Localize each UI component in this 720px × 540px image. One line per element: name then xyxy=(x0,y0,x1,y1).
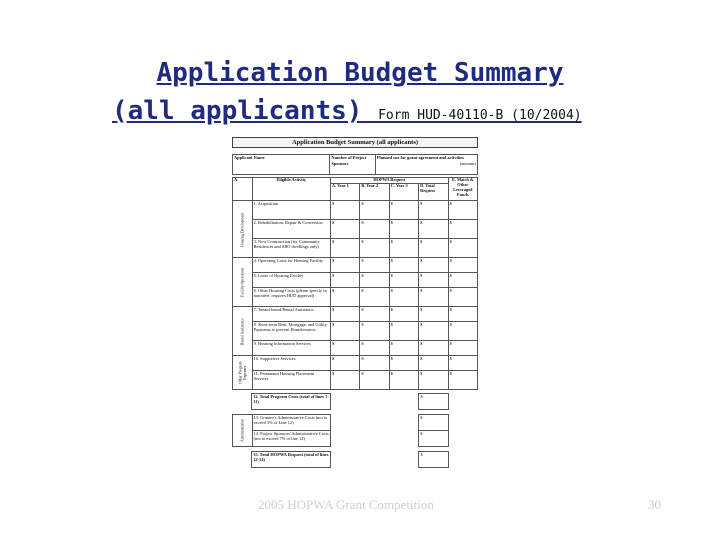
cell-dollar: $ xyxy=(419,307,448,322)
cell-dollar: $ xyxy=(419,356,448,371)
planned-use-label: Planned use for grant agreement and activities xyxy=(376,155,464,161)
form-title: Application Budget Summary (all applicants) xyxy=(232,137,478,148)
row-label: 2. Rehabilitation, Repair & Conversion xyxy=(252,220,330,239)
cell-dollar: $ xyxy=(448,220,477,239)
cell-dollar: $ xyxy=(448,258,477,273)
cell-dollar: $ xyxy=(331,239,360,258)
cell-dollar: $ xyxy=(331,288,360,307)
cell-dollar: $ xyxy=(448,322,477,341)
cell-dollar: $ xyxy=(419,322,448,341)
cell-dollar: $ xyxy=(389,307,418,322)
row-label: 11. Permanent Housing Placement Services xyxy=(252,371,330,390)
col-match-header: E. Match & Other Leveraged Funds xyxy=(448,178,477,201)
form-reference: Form HUD-40110-B (10/2004) xyxy=(378,108,582,123)
cell-dollar: $ xyxy=(419,341,448,356)
col-y2-header: B. Year 2 xyxy=(360,184,389,201)
cell-dollar: $ xyxy=(331,322,360,341)
total-row-label: 12. Total Program Costs (total of lines 1-11) xyxy=(252,394,331,410)
section-administration: Administration xyxy=(233,415,253,447)
col-total-header: D. Total Request xyxy=(419,184,448,201)
row-label: 6. Other Housing Costs (please specify in narrative; requires HUD approval) xyxy=(252,288,330,307)
col-activity-header: Eligible Activity xyxy=(252,178,330,201)
section-housing-development: Housing Development xyxy=(233,201,253,258)
cell-dollar: $ xyxy=(360,201,389,220)
row-label: 3. New Construction (for Community Residences and SRO dwellings only) xyxy=(252,239,330,258)
applicant-name-label: Applicant Name xyxy=(234,155,265,161)
amount-label: (amount) xyxy=(459,160,476,166)
row-label: 1. Acquisition xyxy=(252,201,330,220)
cell-dollar: $ xyxy=(331,273,360,288)
cell-dollar: $ xyxy=(448,201,477,220)
cell-dollar: $ xyxy=(360,371,389,390)
cell-dollar: $ xyxy=(331,307,360,322)
grand-total-label: 15. Total HOPWA Request (total of lines 12-14) xyxy=(252,452,331,468)
cell-dollar: $ xyxy=(448,273,477,288)
cell-dollar: $ xyxy=(419,239,448,258)
cell-dollar: $ xyxy=(448,307,477,322)
row-label: 7. Tenant-based Rental Assistance xyxy=(252,307,330,322)
cell-dollar: $ xyxy=(360,307,389,322)
col-y3-header: C. Year 3 xyxy=(389,184,418,201)
cell-dollar: $ xyxy=(389,201,418,220)
admin-table xyxy=(232,414,478,447)
footer-caption: 2005 HOPWA Grant Competition xyxy=(258,497,434,512)
row-label: 9. Housing Information Services xyxy=(252,341,330,356)
cell-dollar: $ xyxy=(448,341,477,356)
sponsors-label: Number of Project Sponsors xyxy=(331,155,367,166)
grand-total-table xyxy=(232,451,478,468)
cell-dollar: $ xyxy=(331,201,360,220)
subtitle-text: (all applicants) xyxy=(112,96,363,126)
cell-dollar: $ xyxy=(389,371,418,390)
admin-row-label: 14. Project Sponsors' Administrative Costs (not to exceed 7% of line 12) xyxy=(252,431,330,447)
row-label: 5. Lease of Housing Facility xyxy=(252,273,330,288)
cell-dollar: $ xyxy=(419,431,448,447)
col-y1-header: A. Year 1 xyxy=(331,184,360,201)
cell-dollar: $ xyxy=(419,394,449,410)
budget-form-image xyxy=(232,137,478,468)
cell-dollar: $ xyxy=(448,371,477,390)
cell-dollar: $ xyxy=(360,258,389,273)
cell-dollar: $ xyxy=(331,356,360,371)
cell-dollar: $ xyxy=(389,220,418,239)
cell-dollar: $ xyxy=(360,322,389,341)
admin-row-label: 13. Grantee's Administrative Costs (not to exceed 3% of Line 12) xyxy=(252,415,330,431)
cell-dollar: $ xyxy=(419,220,448,239)
cell-dollar: $ xyxy=(419,288,448,307)
section-other-program-expenses: Other Program Expenses xyxy=(233,356,253,390)
cell-dollar: $ xyxy=(419,201,448,220)
cell-dollar: $ xyxy=(360,341,389,356)
col-a-header: A. xyxy=(233,178,253,201)
cell-dollar: $ xyxy=(448,239,477,258)
budget-table xyxy=(232,177,478,390)
section-facility-operations: Facility Operations xyxy=(233,258,253,307)
cell-dollar: $ xyxy=(360,288,389,307)
totals-table xyxy=(232,393,478,410)
col-group-header: HOPWA Request xyxy=(331,178,449,184)
cell-dollar: $ xyxy=(419,273,448,288)
cell-dollar: $ xyxy=(389,288,418,307)
cell-dollar: $ xyxy=(389,341,418,356)
cell-dollar: $ xyxy=(331,341,360,356)
cell-dollar: $ xyxy=(331,371,360,390)
cell-dollar: $ xyxy=(389,239,418,258)
cell-dollar: $ xyxy=(360,239,389,258)
cell-dollar: $ xyxy=(331,258,360,273)
row-label: 4. Operating Costs for Housing Facility xyxy=(252,258,330,273)
cell-dollar: $ xyxy=(360,220,389,239)
row-label: 8. Short-term Rent, Mortgage, and Utility Payments to prevent Homelessness xyxy=(252,322,330,341)
cell-dollar: $ xyxy=(419,258,448,273)
cell-dollar: $ xyxy=(331,220,360,239)
cell-dollar: $ xyxy=(448,356,477,371)
row-label: 10. Supportive Services xyxy=(252,356,330,371)
cell-dollar: $ xyxy=(360,273,389,288)
cell-dollar: $ xyxy=(448,288,477,307)
form-header-table xyxy=(232,154,478,175)
slide-subtitle xyxy=(112,96,582,126)
cell-dollar: $ xyxy=(360,356,389,371)
cell-dollar: $ xyxy=(389,258,418,273)
slide-title: Application Budget Summary xyxy=(156,58,564,88)
cell-dollar: $ xyxy=(419,452,449,468)
cell-dollar: $ xyxy=(419,415,448,431)
cell-dollar: $ xyxy=(389,356,418,371)
section-rental-assistance: Rental Assistance xyxy=(233,307,253,356)
cell-dollar: $ xyxy=(389,273,418,288)
cell-dollar: $ xyxy=(419,371,448,390)
page-number: 30 xyxy=(648,497,661,512)
cell-dollar: $ xyxy=(389,322,418,341)
